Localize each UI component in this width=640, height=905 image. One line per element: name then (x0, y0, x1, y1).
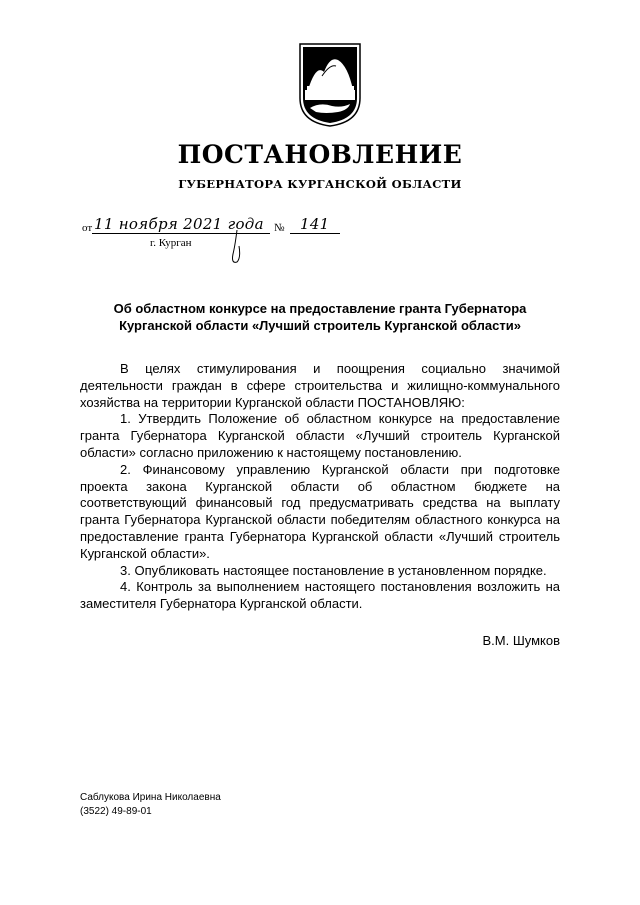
document-city: г. Курган (150, 237, 192, 249)
executor-phone: (3522) 49-89-01 (80, 806, 152, 817)
body-paragraph: В целях стимулирования и поощрения социально значимой деятельности граждан в сфере строительства и жилищно-коммунального хозяйства на территории Курганской области ПОСТАНОВЛЯЮ: (80, 361, 560, 410)
executor-name: Саблукова Ирина Николаевна (80, 792, 221, 803)
signatory-name: В.М. Шумков (482, 633, 560, 648)
handwriting-stroke (215, 228, 255, 268)
body-paragraph: 1. Утвердить Положение об областном конкурсе на предоставление гранта Губернатора Курганской области «Лучший строитель Курганской области» согласно приложению к настоящему постановлению. (80, 411, 560, 460)
body-paragraph: 3. Опубликовать настоящее постановление в установленном порядке. (120, 562, 547, 578)
body-paragraph: 4. Контроль за выполнением настоящего постановления возложить на заместителя Губернатора Курганской области. (80, 579, 560, 612)
document-body (80, 361, 560, 613)
number-prefix: № (274, 222, 285, 234)
kurgan-oblast-coat-of-arms-icon (298, 42, 362, 128)
date-prefix: от (82, 222, 93, 234)
document-date: 11 ноября 2021 года (94, 215, 264, 233)
document-subtitle: ГУБЕРНАТОРА КУРГАНСКОЙ ОБЛАСТИ (178, 177, 462, 191)
number-underline (290, 233, 340, 234)
document-title: ПОСТАНОВЛЕНИЕ (177, 140, 463, 169)
body-paragraph: 2. Финансовому управлению Курганской области при подготовке проекта закона Курганской области об областном бюджете на соответствующий финансовый год предусматривать средства на выплату гранта Губернатора Курганской области победителям областного конкурса на предоставление гранта Губернатора Курганской области «Лучший строитель Курганской области». (80, 461, 560, 561)
document-number: 141 (300, 215, 330, 233)
document-heading: Об областном конкурсе на предоставление гранта Губернатора Курганской области «Лучший строитель Курганской области» (113, 301, 527, 333)
